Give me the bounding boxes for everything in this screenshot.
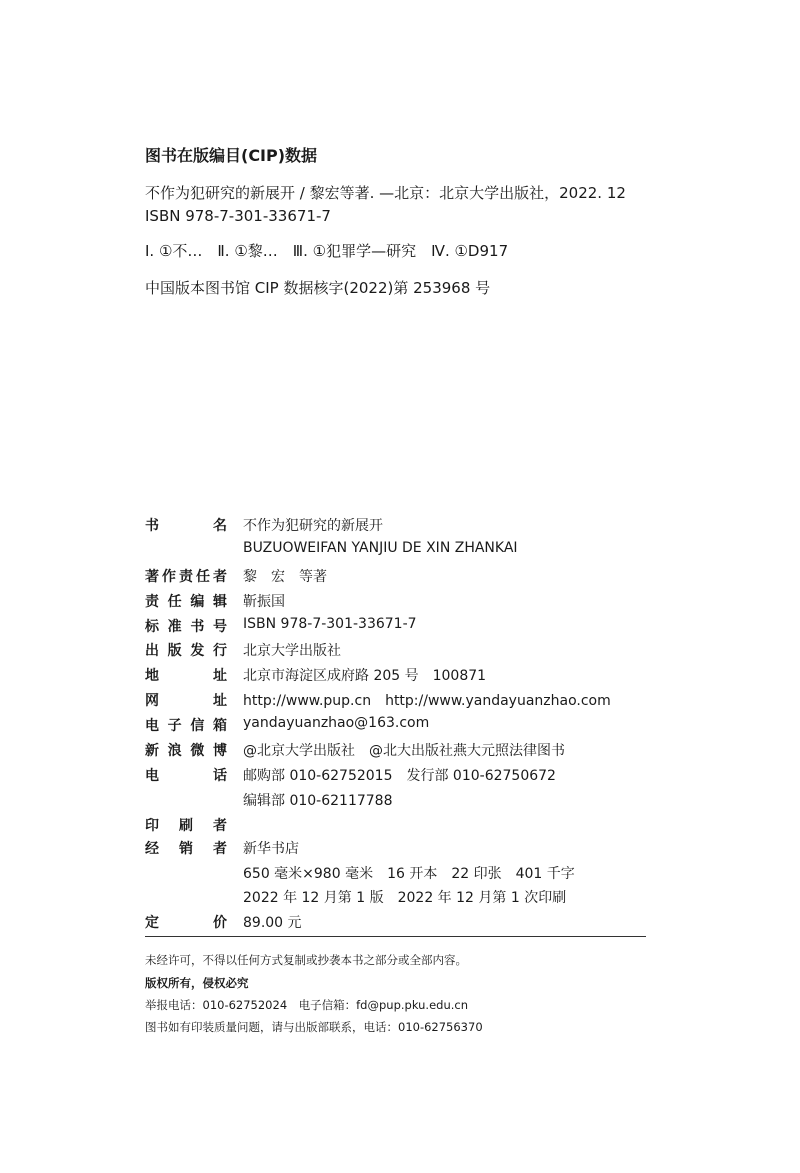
email-label-char: 子 bbox=[167, 718, 182, 734]
weibo-value: @北京大学出版社 @北大出版社燕大元照法律图书 bbox=[243, 743, 565, 759]
authors-label-char: 责 bbox=[179, 569, 193, 585]
printer-label-char: 刷 bbox=[179, 818, 193, 834]
address-label-char: 地 bbox=[145, 668, 159, 684]
footer-quality: 图书如有印装质量问题，请与出版部联系，电话：010-62756370 bbox=[145, 1020, 483, 1034]
authors-label-char: 任 bbox=[196, 569, 210, 585]
printer-label bbox=[145, 815, 227, 835]
phone-label-char: 电 bbox=[145, 768, 159, 784]
cip-line-isbn: ISBN 978-7-301-33671-7 bbox=[145, 207, 331, 225]
authors-label bbox=[145, 566, 227, 586]
isbn-label-char: 号 bbox=[212, 619, 227, 635]
price-label-char: 定 bbox=[145, 915, 159, 931]
website-value: http://www.pup.cn http://www.yandayuanzhao.com bbox=[243, 693, 611, 709]
authors-value: 黎 宏 等著 bbox=[243, 569, 327, 585]
publisher-value: 北京大学出版社 bbox=[243, 643, 341, 659]
weibo-label-char: 新 bbox=[145, 743, 159, 759]
distributor-value: 新华书店 bbox=[243, 841, 299, 857]
publisher-label bbox=[145, 640, 227, 660]
isbn-label-char: 书 bbox=[190, 619, 205, 635]
address-label bbox=[145, 665, 227, 685]
publisher-label-char: 发 bbox=[190, 643, 205, 659]
book_title-pinyin: BUZUOWEIFAN YANJIU DE XIN ZHANKAI bbox=[243, 540, 518, 556]
phone-value: 邮购部 010-62752015 发行部 010-62750672 bbox=[243, 768, 556, 784]
price-label bbox=[145, 912, 227, 932]
cip-heading: 图书在版编目(CIP)数据 bbox=[145, 146, 318, 165]
book_title-label bbox=[145, 515, 227, 535]
weibo-label-char: 微 bbox=[190, 743, 205, 759]
book_title-value: 不作为犯研究的新展开 bbox=[243, 518, 383, 534]
cip-line-title: 不作为犯研究的新展开 / 黎宏等著. —北京：北京大学出版社，2022. 12 bbox=[145, 184, 626, 202]
address-value: 北京市海淀区成府路 205 号 100871 bbox=[243, 668, 487, 684]
address-label-char: 址 bbox=[213, 668, 227, 684]
editor-label-char: 任 bbox=[167, 594, 182, 610]
price-value: 89.00 元 bbox=[243, 915, 302, 931]
editor-label-char: 责 bbox=[145, 594, 159, 610]
authors-label-char: 者 bbox=[213, 569, 227, 585]
phone-label bbox=[145, 765, 227, 785]
book_title-label-char: 名 bbox=[213, 518, 227, 534]
phone-label-char: 话 bbox=[213, 768, 227, 784]
editor-value: 靳振国 bbox=[243, 594, 285, 610]
footer-report: 举报电话：010-62752024 电子信箱：fd@pup.pku.edu.cn bbox=[145, 998, 469, 1012]
distributor-label-char: 销 bbox=[179, 841, 193, 857]
editor-label bbox=[145, 591, 227, 611]
website-label bbox=[145, 690, 227, 710]
email-value: yandayuanzhao@163.com bbox=[243, 715, 430, 731]
weibo-label-char: 浪 bbox=[167, 743, 182, 759]
footer-rights: 版权所有，侵权必究 bbox=[145, 976, 249, 990]
isbn-label-char: 标 bbox=[145, 619, 159, 635]
footer-notice: 未经许可，不得以任何方式复制或抄袭本书之部分或全部内容。 bbox=[145, 953, 467, 967]
email-label-char: 信 bbox=[190, 718, 205, 734]
email-label-char: 电 bbox=[145, 718, 159, 734]
divider bbox=[145, 936, 646, 937]
editor-label-char: 辑 bbox=[212, 594, 227, 610]
editor-label-char: 编 bbox=[190, 594, 205, 610]
website-label-char: 网 bbox=[145, 693, 159, 709]
printer-label-char: 印 bbox=[145, 818, 159, 834]
phone-value2: 编辑部 010-62117788 bbox=[243, 793, 393, 809]
printer-label-char: 者 bbox=[213, 818, 227, 834]
isbn-label bbox=[145, 616, 227, 636]
isbn-value: ISBN 978-7-301-33671-7 bbox=[243, 616, 417, 632]
isbn-label-char: 准 bbox=[167, 619, 182, 635]
email-label-char: 箱 bbox=[212, 718, 227, 734]
email-label bbox=[145, 715, 227, 735]
distributor-format: 650 毫米×980 毫米 16 开本 22 印张 401 千字 bbox=[243, 866, 575, 882]
cip-line-classification: Ⅰ. ①不… Ⅱ. ①黎… Ⅲ. ①犯罪学—研究 Ⅳ. ①D917 bbox=[145, 242, 509, 260]
weibo-label-char: 博 bbox=[212, 743, 227, 759]
book_title-label-char: 书 bbox=[145, 518, 159, 534]
publisher-label-char: 行 bbox=[212, 643, 227, 659]
cip-line-record: 中国版本图书馆 CIP 数据核字(2022)第 253968 号 bbox=[145, 279, 491, 297]
distributor-edition: 2022 年 12 月第 1 版 2022 年 12 月第 1 次印刷 bbox=[243, 890, 567, 906]
distributor-label-char: 经 bbox=[145, 841, 159, 857]
price-label-char: 价 bbox=[213, 915, 227, 931]
distributor-label bbox=[145, 838, 227, 858]
authors-label-char: 著 bbox=[145, 569, 159, 585]
publisher-label-char: 出 bbox=[145, 643, 159, 659]
publisher-label-char: 版 bbox=[167, 643, 182, 659]
authors-label-char: 作 bbox=[162, 569, 176, 585]
website-label-char: 址 bbox=[213, 693, 227, 709]
distributor-label-char: 者 bbox=[213, 841, 227, 857]
weibo-label bbox=[145, 740, 227, 760]
